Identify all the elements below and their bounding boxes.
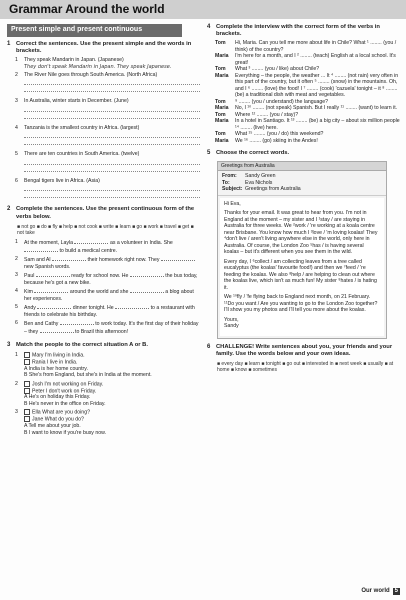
- right-column: [207, 24, 400, 377]
- footer-label: Our world: [361, 587, 390, 594]
- exercise-item: 5 There are ten countries in South America. (twelve): [15, 151, 140, 158]
- answer-box[interactable]: [24, 352, 30, 358]
- answer-line[interactable]: [24, 113, 200, 119]
- email-header: From: Sandy Green To: Eva Nichols Subject: Greetings from Australia: [218, 171, 386, 196]
- exercise-item: 2 The River Nile goes through South America. (North Africa): [15, 71, 158, 78]
- answer-line[interactable]: [24, 166, 200, 172]
- exercise-5-heading: 5 Choose the correct words.: [207, 150, 290, 157]
- answer-line[interactable]: [24, 185, 200, 191]
- section-title: Present simple and present continuous: [7, 24, 182, 37]
- answer-line[interactable]: [24, 159, 200, 165]
- email-title-bar: Greetings from Australia: [218, 162, 386, 171]
- answer-line[interactable]: [24, 86, 200, 92]
- exercise-item: 3 In Australia, winter starts in December. (June): [15, 98, 129, 105]
- exercise-item: 5 Andy dinner tonight. He to a restaurant with friends to celebrate his birthday.: [15, 304, 195, 318]
- answer-box[interactable]: [24, 359, 30, 365]
- answer-line[interactable]: [24, 132, 200, 138]
- exercise-3-items: [7, 352, 200, 436]
- exercise-item: 6 Ben and Cathy to work today. It's the first day of their holiday – they to Brazil this afternoon!: [15, 320, 199, 335]
- exercise-3-heading: 3 Match the people to the correct situation A or B.: [7, 342, 148, 349]
- word-box: ■ every day ■ learn ■ tonight ■ go out ■ interested in ■ next week ■ usually ■ at home ■ know ■ sometimes: [217, 361, 394, 374]
- answer-box[interactable]: [24, 416, 30, 422]
- exercise-item: 4 Kim around the world and she a blog about her experiences.: [15, 288, 194, 302]
- exercise-item: 1 At the moment, Layla as a volunteer in India. She to build a medical centre.: [15, 239, 173, 254]
- exercise-item: 2 Josh I'm not working on Friday. Peter I don't work on Friday. A He's on holiday this Friday. B He's never in the office on Friday.: [15, 380, 106, 407]
- interview-dialogue: Tom Hi, Maria. Can you tell me more about life in Chile? What ¹ ........ (you / think) of the country? Maria I'm here for a month, and I ² ........ (teach) English at a local school. It's great! Tom What ³ ........ (you / like) about Chile? Maria Everything – the people, the weather ... It ⁴ ........ (not rain) very often in this part of the country, but it often ⁵ ........ (snow) in the mountains. Oh, and I ⁶ ........ (love) the food! I ⁷ ........ (cook) 'cazuela' tonight – it ⁸ ........ (be) a traditional dish with meat and vegetables. Tom ⁹ ........ (you / understand) the language? Maria No, I ¹⁰ ........ (not speak) Spanish. But I really ¹¹ ........ (want) to learn it. Tom Where ¹² ........ (you / stay)? Maria In a hotel in Santiago. It ¹³ ........ (be) a big city – about six million people ¹⁴ ........ (live) here. Tom What ¹⁵ ........ (you / do) this weekend? Maria We ¹⁶ ........ (go) skiing in the Andes!: [215, 40, 400, 144]
- answer-box[interactable]: [24, 388, 30, 394]
- left-column: [7, 24, 200, 436]
- page-title: Grammar Around the world: [9, 2, 165, 16]
- exercise-1-items: [7, 57, 200, 198]
- exercise-item: 3 Paul ready for school now. He the bus today, because he's got a new bike.: [15, 272, 198, 286]
- exercise-2-items: [7, 239, 200, 335]
- word-box: ■ not go ■ do ■ fly ■ help ■ not cook ■ write ■ learn ■ go ■ work ■ travel ■ get ■ not take: [17, 223, 194, 237]
- exercise-1-heading: 1 Correct the sentences. Use the present simple and the words in brackets.: [7, 40, 192, 54]
- answer-line[interactable]: [24, 139, 200, 145]
- answer-line[interactable]: [24, 192, 200, 198]
- answer-box[interactable]: [24, 409, 30, 415]
- email-body: Hi Eva, Thanks for your email. It was great to hear from you. I'm not in England at the moment – my sister and I ¹stay / are staying in Australia for three weeks. We ²work / 're working at a koala centre near Brisbane. You know how much I ³love / 'm loving koalas! They ⁴don't live / aren't living anywhere else in the world, only here in Australia. Of course, the London Zoo ⁵has / is having several koalas – but it's different when you see them in the wild. Every day, I ⁶collect / am collecting leaves from a tree called eucalyptus (the koalas' favourite food!) and then we ⁷feed / 're feeding the koalas. We also ⁸help / are helping to clean out where the koalas live, which isn't as much fun! My sister ⁹hates / is hating it. We ¹⁰fly / 'fe flying back to England next month, on 21 February. ¹¹Do you want / Are you wanting to go to the London Zoo together? I'll show you my photos and I'll tell you more about the koalas. Yours, Sandy: [220, 198, 384, 336]
- exercise-item: 2 Sam and Al their homework right now. They new Spanish words.: [15, 256, 200, 270]
- exercise-2-heading: 2 Complete the sentences. Use the present continuous form of the verbs below.: [7, 206, 195, 220]
- exercise-item: 1 They speak Mandarin in Japan. (Japanese): [15, 57, 124, 64]
- page-header: [0, 0, 406, 19]
- exercise-item: 1 Mary I'm living in India. Rania I live in India. A India is her home country. B She's from England, but she's in India at the moment.: [15, 351, 152, 379]
- exercise-item: 4 Tanzania is the smallest country in Africa. (largest): [15, 124, 140, 131]
- exercise-item: 6 Bengal tigers live in Africa. (Asia): [15, 177, 100, 184]
- page-number: 5: [394, 587, 398, 594]
- answer-box[interactable]: [24, 381, 30, 387]
- email-window: [217, 161, 387, 339]
- exercise-item: 3 Ella What are you doing? Jane What do you do? A Tell me about your job. B I want to know if you're busy now.: [15, 409, 107, 436]
- exercise-6-heading: 6 CHALLENGE! Write sentences about you, your friends and your family. Use the words below and your own ideas.: [207, 343, 393, 357]
- handwritten-answer: They don't speak Mandarin in Japan. They speak Japanese.: [24, 63, 172, 70]
- page-footer: [361, 588, 400, 596]
- answer-line[interactable]: [24, 79, 200, 85]
- exercise-4-heading: 4 Complete the interview with the correct form of the verbs in brackets.: [207, 24, 380, 38]
- answer-line[interactable]: [24, 106, 200, 112]
